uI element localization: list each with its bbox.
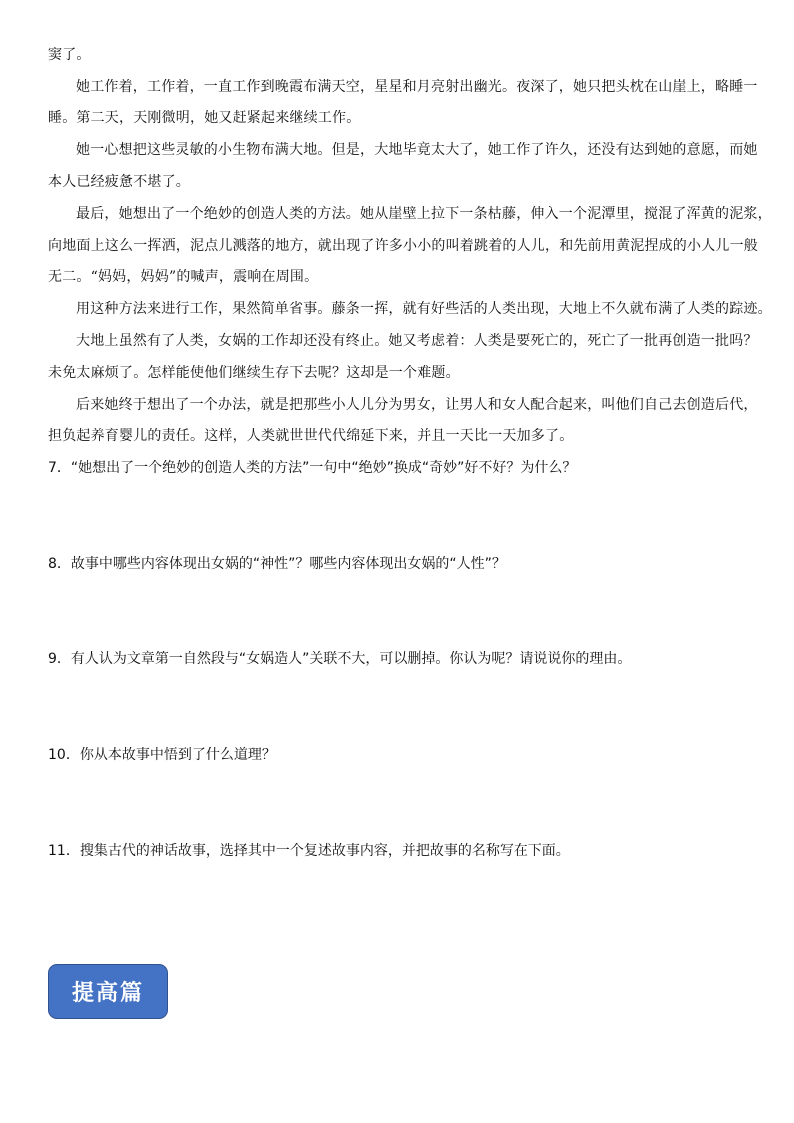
passage-line: 最后，她想出了一个绝妙的创造人类的方法。她从崖壁上拉下一条枯藤，伸入一个泥潭里，搅混了浑黄的泥浆， (76, 206, 772, 222)
question-11: 11．搜集古代的神话故事，选择其中一个复述故事内容，并把故事的名称写在下面。 (48, 843, 570, 859)
passage-line: 担负起养育婴儿的责任。这样，人类就世世代代绵延下来，并且一天比一天加多了。 (48, 428, 574, 444)
passage-line: 向地面上这么一挥洒，泥点儿溅落的地方，就出现了许多小小的叫着跳着的人儿，和先前用黄泥捏成的小人儿一般 (48, 238, 758, 254)
passage-line: 后来她终于想出了一个办法，就是把那些小人儿分为男女，让男人和女人配合起来，叫他们自己去创造后代， (76, 397, 758, 413)
question-10: 10．你从本故事中悟到了什么道理？ (48, 747, 276, 763)
passage-line: 她工作着，工作着，一直工作到晚霞布满天空，星星和月亮射出幽光。夜深了，她只把头枕在山崖上，略睡一 (76, 79, 758, 95)
section-badge (48, 964, 168, 1019)
passage-line: 未免太麻烦了。怎样能使他们继续生存下去呢？这却是一个难题。 (48, 365, 460, 381)
passage-line: 睡。第二天，天刚微明，她又赶紧起来继续工作。 (48, 110, 361, 126)
section-badge-label: 提高篇 (71, 980, 144, 1006)
passage-line: 本人已经疲惫不堪了。 (48, 174, 190, 190)
passage-line: 大地上虽然有了人类，女娲的工作却还没有终止。她又考虑着：人类是要死亡的，死亡了一批再创造一批吗？ (76, 333, 758, 349)
question-8: 8．故事中哪些内容体现出女娲的“神性”？哪些内容体现出女娲的“人性”？ (48, 556, 506, 572)
passage-line: 她一心想把这些灵敏的小生物布满大地。但是，大地毕竟太大了，她工作了许久，还没有达到她的意愿，而她 (76, 142, 758, 158)
passage-line: 用这种方法来进行工作，果然简单省事。藤条一挥，就有好些活的人类出现，大地上不久就布满了人类的踪迹。 (76, 301, 772, 317)
passage-line: 无二。“妈妈，妈妈”的喊声，震响在周围。 (48, 269, 319, 285)
passage-line: 窦了。 (48, 47, 91, 63)
question-7: 7．“她想出了一个绝妙的创造人类的方法”一句中“绝妙”换成“奇妙”好不好？为什么？ (48, 460, 577, 476)
question-9: 9．有人认为文章第一自然段与“女娲造人”关联不大，可以删掉。你认为呢？请说说你的理由。 (48, 651, 632, 667)
